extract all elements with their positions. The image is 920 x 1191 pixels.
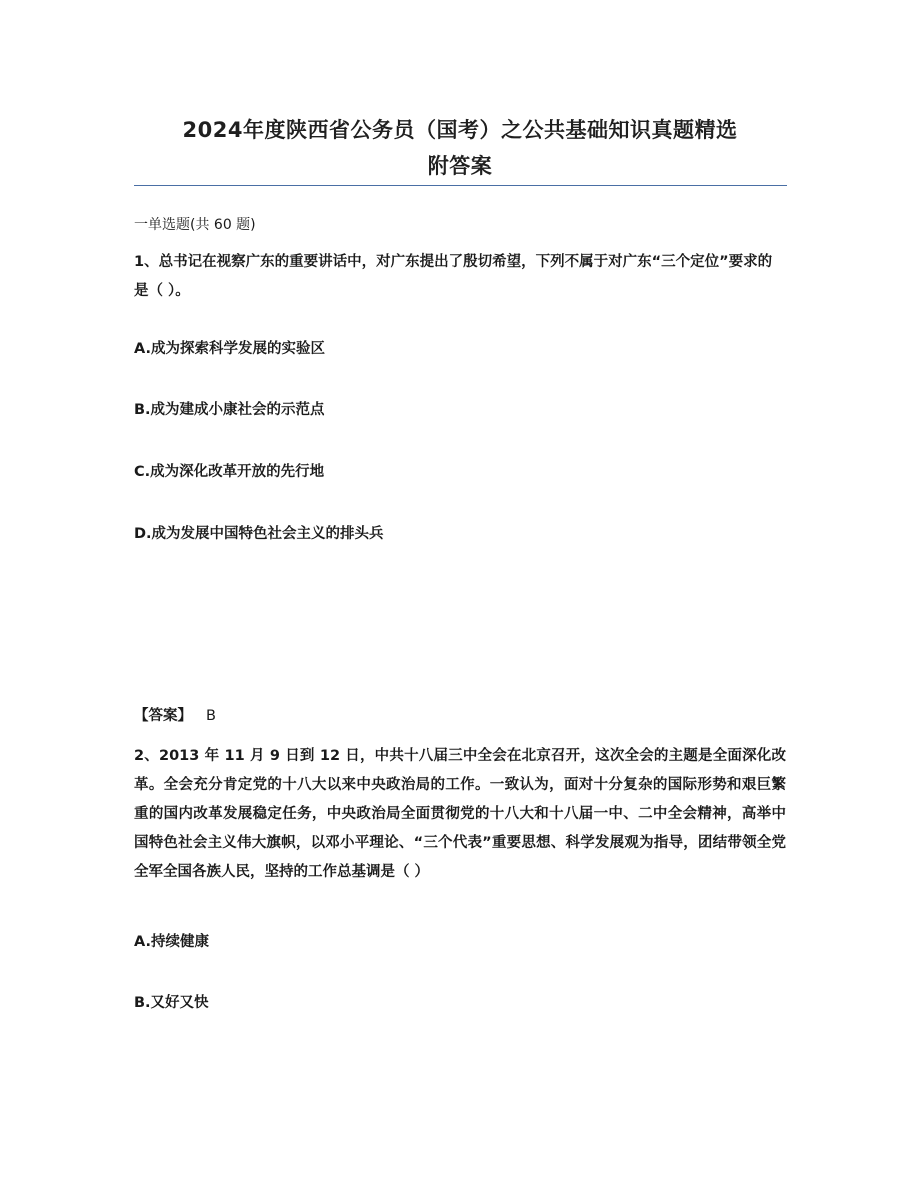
question-1-option-d: D.成为发展中国特色社会主义的排头兵 (134, 526, 384, 542)
title-line-1: 2024年度陕西省公务员（国考）之公共基础知识真题精选 (182, 118, 738, 142)
title-line-2: 附答案 (427, 154, 493, 178)
question-2-stem: 2、2013 年 11 月 9 日到 12 日，中共十八届三中全会在北京召开，这次全会的主题是全面深化改革。全会充分肯定党的十八大以来中央政治局的工作。一致认为，面对十分复杂的国际形势和艰巨繁重的国内改革发展稳定任务，中央政治局全面贯彻党的十八大和十八届一中、二中全会精神，高举中国特色社会主义伟大旗帜，以邓小平理论、“三个代表”重要思想、科学发展观为指导，团结带领全党全军全国各族人民，坚持的工作总基调是（ ） (134, 748, 786, 880)
question-1-option-c: C.成为深化改革开放的先行地 (134, 464, 325, 480)
answer-label: 【答案】 (134, 708, 192, 724)
section-heading: 一单选题(共 60 题) (134, 217, 256, 233)
question-1-option-a: A.成为探索科学发展的实验区 (134, 341, 325, 357)
document-title (134, 112, 786, 184)
title-divider (134, 185, 787, 186)
question-2-option-b: B.又好又快 (134, 995, 209, 1011)
question-1-stem: 1、总书记在视察广东的重要讲话中，对广东提出了殷切希望，下列不属于对广东“三个定位”要求的是（ ）。 (134, 254, 773, 299)
question-1-answer (134, 702, 786, 731)
question-2-option-a: A.持续健康 (134, 934, 209, 950)
answer-value: B (206, 708, 216, 724)
question-1-option-b: B.成为建成小康社会的示范点 (134, 402, 325, 418)
